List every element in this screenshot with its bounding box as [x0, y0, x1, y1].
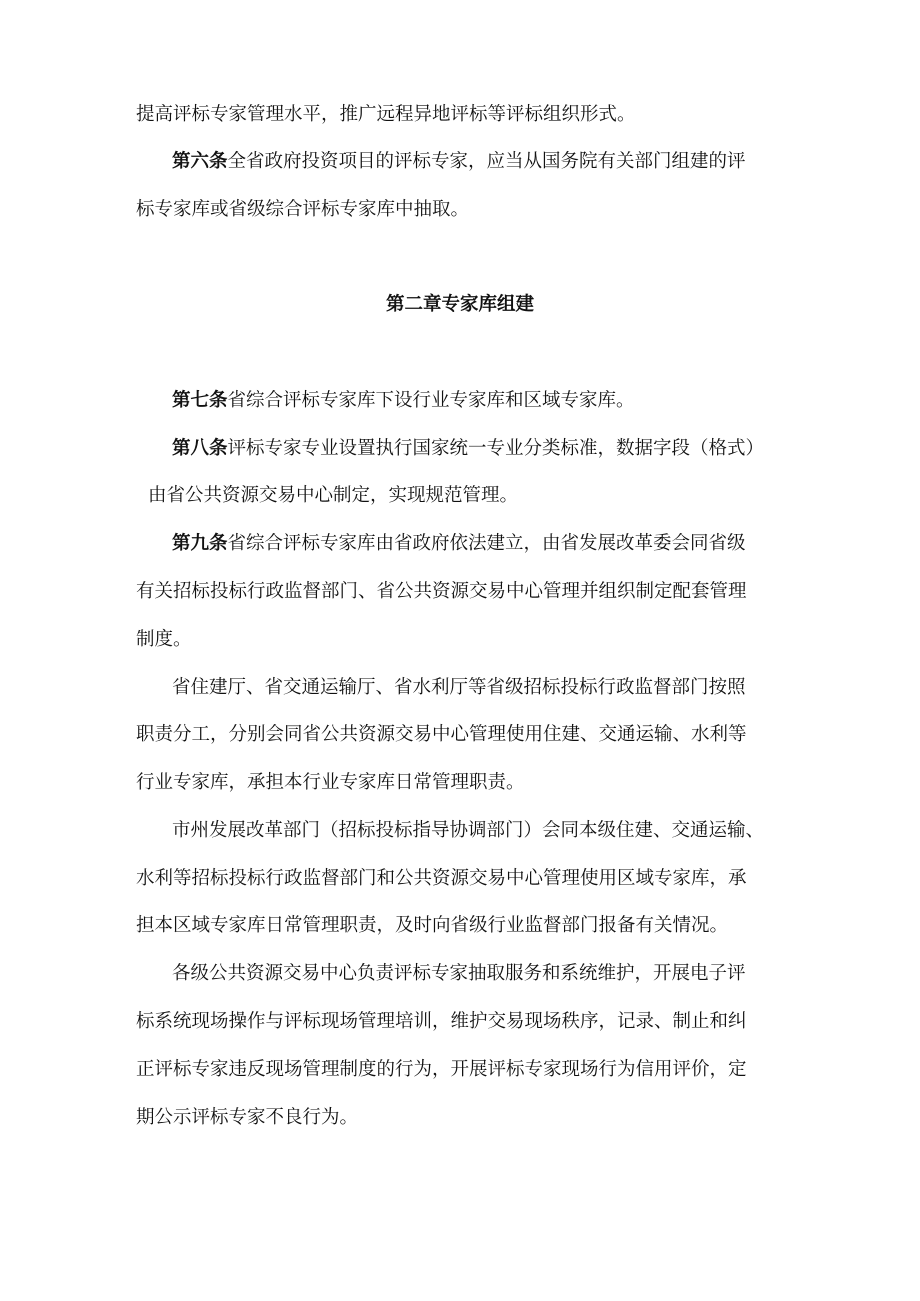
centers-para-line-4: 期公示评标专家不良行为。: [136, 1107, 359, 1128]
centers-para-line-1: 各级公共资源交易中心负责评标专家抽取服务和系统维护，开展电子评: [172, 963, 746, 984]
centers-para-line-2: 标系统现场操作与评标现场管理培训，维护交易现场秩序，记录、制止和纠: [136, 1011, 747, 1032]
article-9-line-3: 制度。: [136, 629, 192, 650]
article-8-text: 评标专家专业设置执行国家统一专业分类标准，数据字段（格式）: [227, 438, 765, 459]
provincial-para-line-1: 省住建厅、省交通运输厅、省水利厅等省级招标投标行政监督部门按照: [172, 677, 746, 698]
article-8-line-2: 由省公共资源交易中心制定，实现规范管理。: [148, 485, 519, 506]
article-9-label: 第九条: [172, 533, 228, 554]
paragraph-line: 提高评标专家管理水平，推广远程异地评标等评标组织形式。: [136, 104, 636, 125]
provincial-para-line-3: 行业专家库，承担本行业专家库日常管理职责。: [136, 772, 525, 793]
provincial-para-line-2: 职责分工，分别会同省公共资源交易中心管理使用住建、交通运输、水利等: [136, 724, 747, 745]
article-9-line-2: 有关招标投标行政监督部门、省公共资源交易中心管理并组织制定配套管理: [136, 581, 747, 602]
centers-para-line-3: 正评标专家违反现场管理制度的行为，开展评标专家现场行为信用评价，定: [136, 1059, 747, 1080]
article-6-label: 第六条: [172, 151, 228, 172]
article-8-label: 第八条: [172, 438, 228, 459]
article-6-line-1: [172, 150, 746, 174]
article-7-text: 省综合评标专家库下设行业专家库和区域专家库。: [227, 390, 635, 411]
municipal-para-line-2: 水利等招标投标行政监督部门和公共资源交易中心管理使用区域专家库，承: [136, 868, 747, 889]
municipal-para-line-1: 市州发展改革部门（招标投标指导协调部门）会同本级住建、交通运输、: [172, 820, 765, 841]
chapter-2-title: 第二章专家库组建: [385, 294, 534, 315]
article-7-line-1: [172, 389, 635, 413]
article-6-text: 全省政府投资项目的评标专家，应当从国务院有关部门组建的评: [227, 151, 746, 172]
article-7-label: 第七条: [172, 390, 228, 411]
article-8-line-1: [172, 437, 764, 461]
article-9-line-1: [172, 532, 746, 556]
municipal-para-line-3: 担本区域专家库日常管理职责，及时向省级行业监督部门报备有关情况。: [136, 915, 729, 936]
article-6-line-2: 标专家库或省级综合评标专家库中抽取。: [136, 199, 470, 220]
article-9-text: 省综合评标专家库由省政府依法建立，由省发展改革委会同省级: [227, 533, 746, 554]
